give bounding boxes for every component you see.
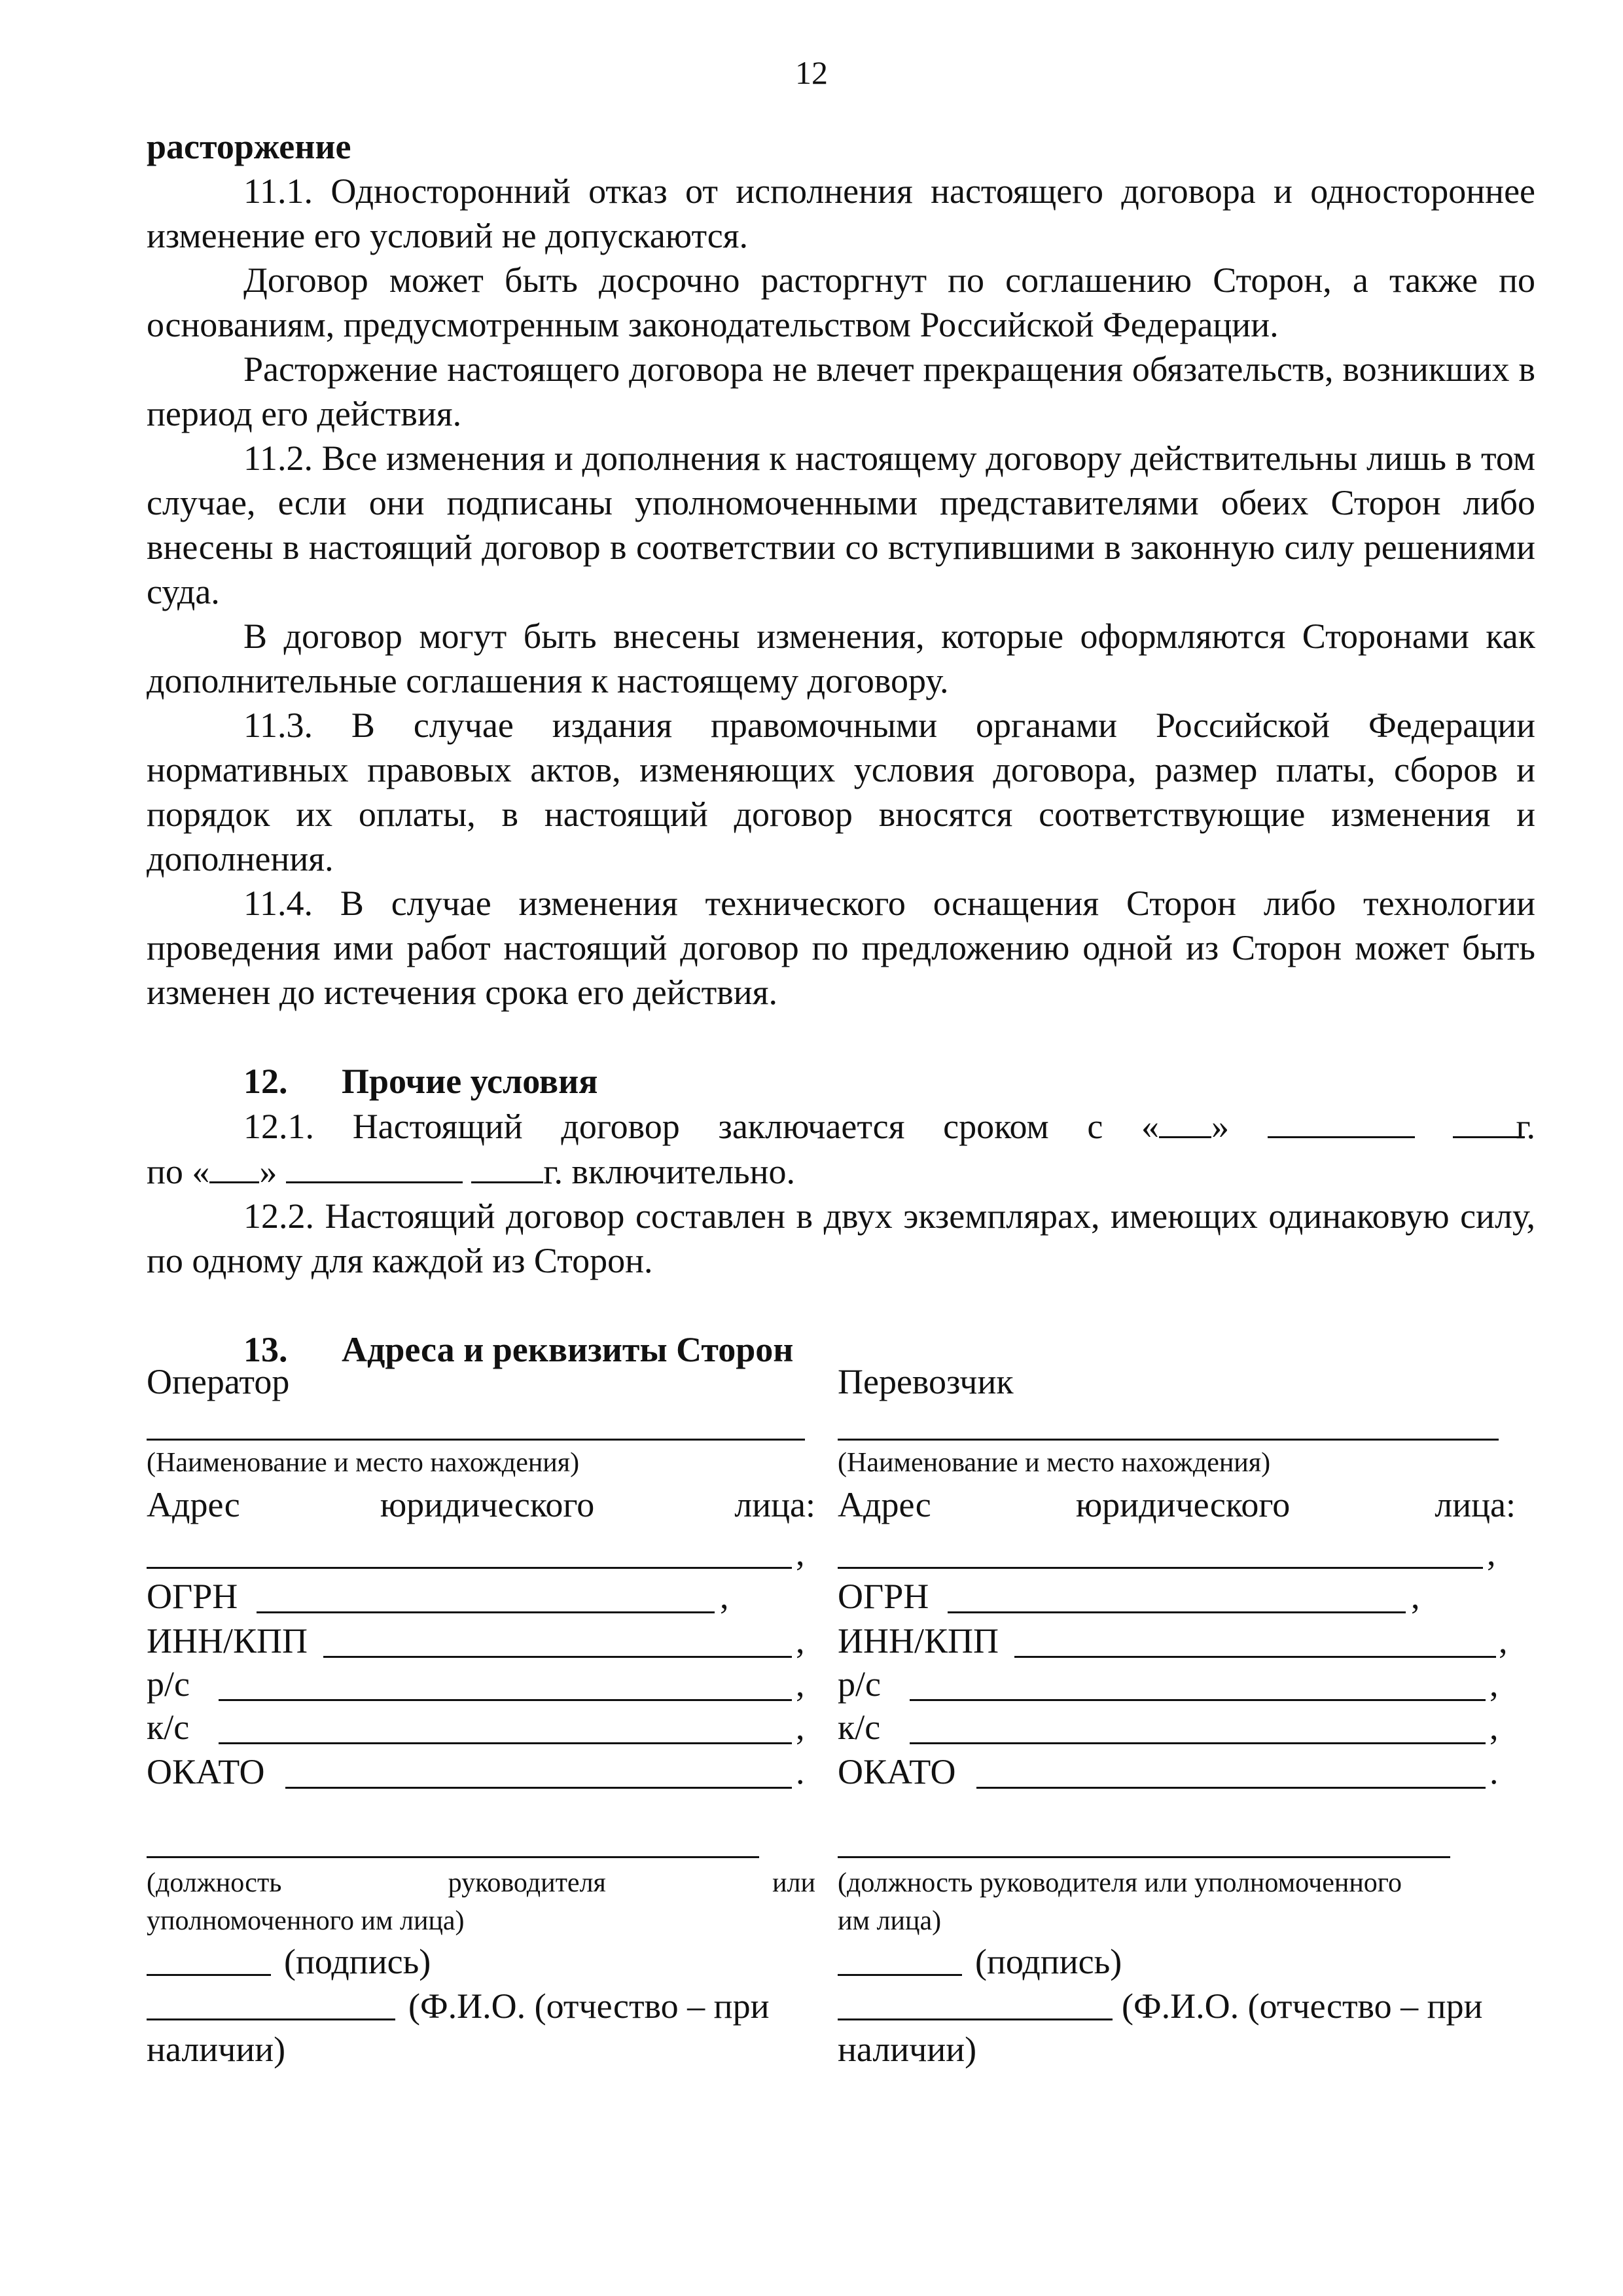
requisites-columns bbox=[147, 1361, 1535, 2094]
page-number: 12 bbox=[795, 54, 828, 91]
operator-inn-label: ИНН/КПП bbox=[147, 1621, 308, 1660]
section-12-heading bbox=[147, 1059, 1535, 1103]
carrier-okato-field[interactable] bbox=[976, 1787, 1486, 1789]
paragraph-termination-grounds: Договор может быть досрочно расторгнут по соглашению Сторон, а также по основаниям, предусмотренным законодательством Российской Федерации. bbox=[147, 260, 1535, 344]
operator-inn-field[interactable] bbox=[323, 1656, 792, 1658]
carrier-fio-field[interactable] bbox=[838, 2018, 1113, 2020]
paragraph-termination-effect: Расторжение настоящего договора не влечет прекращения обязательств, возникших в период его действия. bbox=[147, 350, 1535, 433]
operator-ks-field[interactable] bbox=[219, 1742, 792, 1744]
section-11-heading-tail: расторжение bbox=[147, 127, 351, 166]
carrier-column: Перевозчик (Наименование и место нахождения) Адрес юридического лица: , ОГРН , ИНН/КПП , р/с , к/с , ОКАТО . (должность руководителя или уполномоченного им лица) (подпись) (Ф.И.О. (отчество – при наличии) bbox=[838, 1362, 1516, 2069]
carrier-ogrn-field[interactable] bbox=[948, 1611, 1406, 1613]
carrier-address-label: Адрес юридического лица: bbox=[838, 1485, 1516, 1524]
section-12-title: Прочие условия bbox=[342, 1062, 598, 1101]
paragraph-11-1: 11.1. Односторонний отказ от исполнения настоящего договора и одностороннее изменение его условий не допускаются. bbox=[147, 171, 1535, 255]
operator-column: Оператор (Наименование и место нахождения) Адрес юридического лица: , ОГРН , ИНН/КПП , р/с , к/с , ОКАТО . (должность руководителя или уполномоченного им лица) (подпись) (Ф.И.О. (отчество – при наличии) bbox=[147, 1362, 815, 2069]
paragraph-12-1: 12.1. Настоящий договор заключается сроком с « » г. bbox=[147, 1103, 1535, 1149]
end-day-blank[interactable] bbox=[209, 1149, 259, 1183]
operator-address-label: Адрес юридического лица: bbox=[147, 1485, 815, 1524]
carrier-address-field[interactable] bbox=[838, 1567, 1483, 1569]
section-13-title: Адреса и реквизиты Сторон bbox=[342, 1330, 794, 1369]
carrier-position-caption: (должность руководителя или уполномоченного bbox=[838, 1868, 1402, 1898]
operator-position-caption: (должность руководителя или bbox=[147, 1868, 815, 1898]
start-day-blank[interactable] bbox=[1159, 1103, 1211, 1138]
operator-okato-field[interactable] bbox=[285, 1787, 792, 1789]
operator-name-caption: (Наименование и место нахождения) bbox=[147, 1448, 580, 1478]
section-13-number: 13. bbox=[243, 1330, 288, 1369]
operator-position-field[interactable] bbox=[147, 1856, 759, 1858]
carrier-position-field[interactable] bbox=[838, 1856, 1450, 1858]
carrier-name-field[interactable] bbox=[838, 1439, 1499, 1441]
carrier-inn-field[interactable] bbox=[1014, 1656, 1496, 1658]
operator-signature-label: (подпись) bbox=[284, 1942, 431, 1981]
operator-rs-field[interactable] bbox=[219, 1699, 792, 1701]
section-12-number: 12. bbox=[243, 1062, 288, 1101]
end-month-blank[interactable] bbox=[286, 1149, 463, 1183]
start-year-blank[interactable] bbox=[1453, 1103, 1525, 1138]
operator-label: Оператор bbox=[147, 1362, 290, 1401]
document-body bbox=[147, 124, 1535, 1372]
start-month-blank[interactable] bbox=[1268, 1103, 1415, 1138]
carrier-ks-field[interactable] bbox=[910, 1742, 1486, 1744]
carrier-signature-field[interactable] bbox=[838, 1974, 962, 1976]
end-year-blank[interactable] bbox=[471, 1149, 543, 1183]
operator-address-field[interactable] bbox=[147, 1567, 792, 1569]
paragraph-11-2: 11.2. Все изменения и дополнения к настоящему договору действительны лишь в том случае, если они подписаны уполномоченными представителями обеих Сторон либо внесены в настоящий договор в соответствии со вступившими в законную силу решениями суда. bbox=[147, 439, 1535, 611]
carrier-ogrn-label: ОГРН bbox=[838, 1577, 929, 1616]
operator-rs-label: р/с bbox=[147, 1664, 190, 1704]
carrier-okato-label: ОКАТО bbox=[838, 1752, 956, 1791]
carrier-rs-label: р/с bbox=[838, 1664, 881, 1704]
carrier-inn-label: ИНН/КПП bbox=[838, 1621, 999, 1660]
paragraph-12-2: 12.2. Настоящий договор составлен в двух экземплярах, имеющих одинаковую силу, по одному для каждой из Сторон. bbox=[147, 1196, 1535, 1280]
carrier-fio-label: (Ф.И.О. (отчество – при bbox=[1122, 1986, 1483, 2026]
carrier-name-caption: (Наименование и место нахождения) bbox=[838, 1448, 1271, 1478]
paragraph-amendments: В договор могут быть внесены изменения, которые оформляются Сторонами как дополнительные соглашения к настоящему договору. bbox=[147, 617, 1535, 700]
paragraph-11-3: 11.3. В случае издания правомочными органами Российской Федерации нормативных правовых актов, изменяющих условия договора, размер платы, сборов и порядок их оплаты, в настоящий договор вносятся соответствующие изменения и дополнения. bbox=[147, 706, 1535, 878]
operator-ogrn-label: ОГРН bbox=[147, 1577, 238, 1616]
carrier-ks-label: к/с bbox=[838, 1708, 881, 1747]
operator-ks-label: к/с bbox=[147, 1708, 190, 1747]
paragraph-11-4: 11.4. В случае изменения технического оснащения Сторон либо технологии проведения ими работ настоящий договор по предложению одной из Сторон может быть изменен до истечения срока его действия. bbox=[147, 884, 1535, 1012]
operator-fio-label: (Ф.И.О. (отчество – при bbox=[408, 1986, 770, 2026]
operator-fio-field[interactable] bbox=[147, 2018, 395, 2020]
operator-signature-field[interactable] bbox=[147, 1974, 271, 1976]
operator-ogrn-field[interactable] bbox=[257, 1611, 715, 1613]
carrier-signature-label: (подпись) bbox=[975, 1942, 1122, 1981]
operator-name-field[interactable] bbox=[147, 1439, 805, 1441]
carrier-label: Перевозчик bbox=[838, 1362, 1014, 1401]
operator-okato-label: ОКАТО bbox=[147, 1752, 265, 1791]
carrier-rs-field[interactable] bbox=[910, 1699, 1486, 1701]
paragraph-12-1-end: по « » г. включительно. bbox=[147, 1149, 1535, 1194]
